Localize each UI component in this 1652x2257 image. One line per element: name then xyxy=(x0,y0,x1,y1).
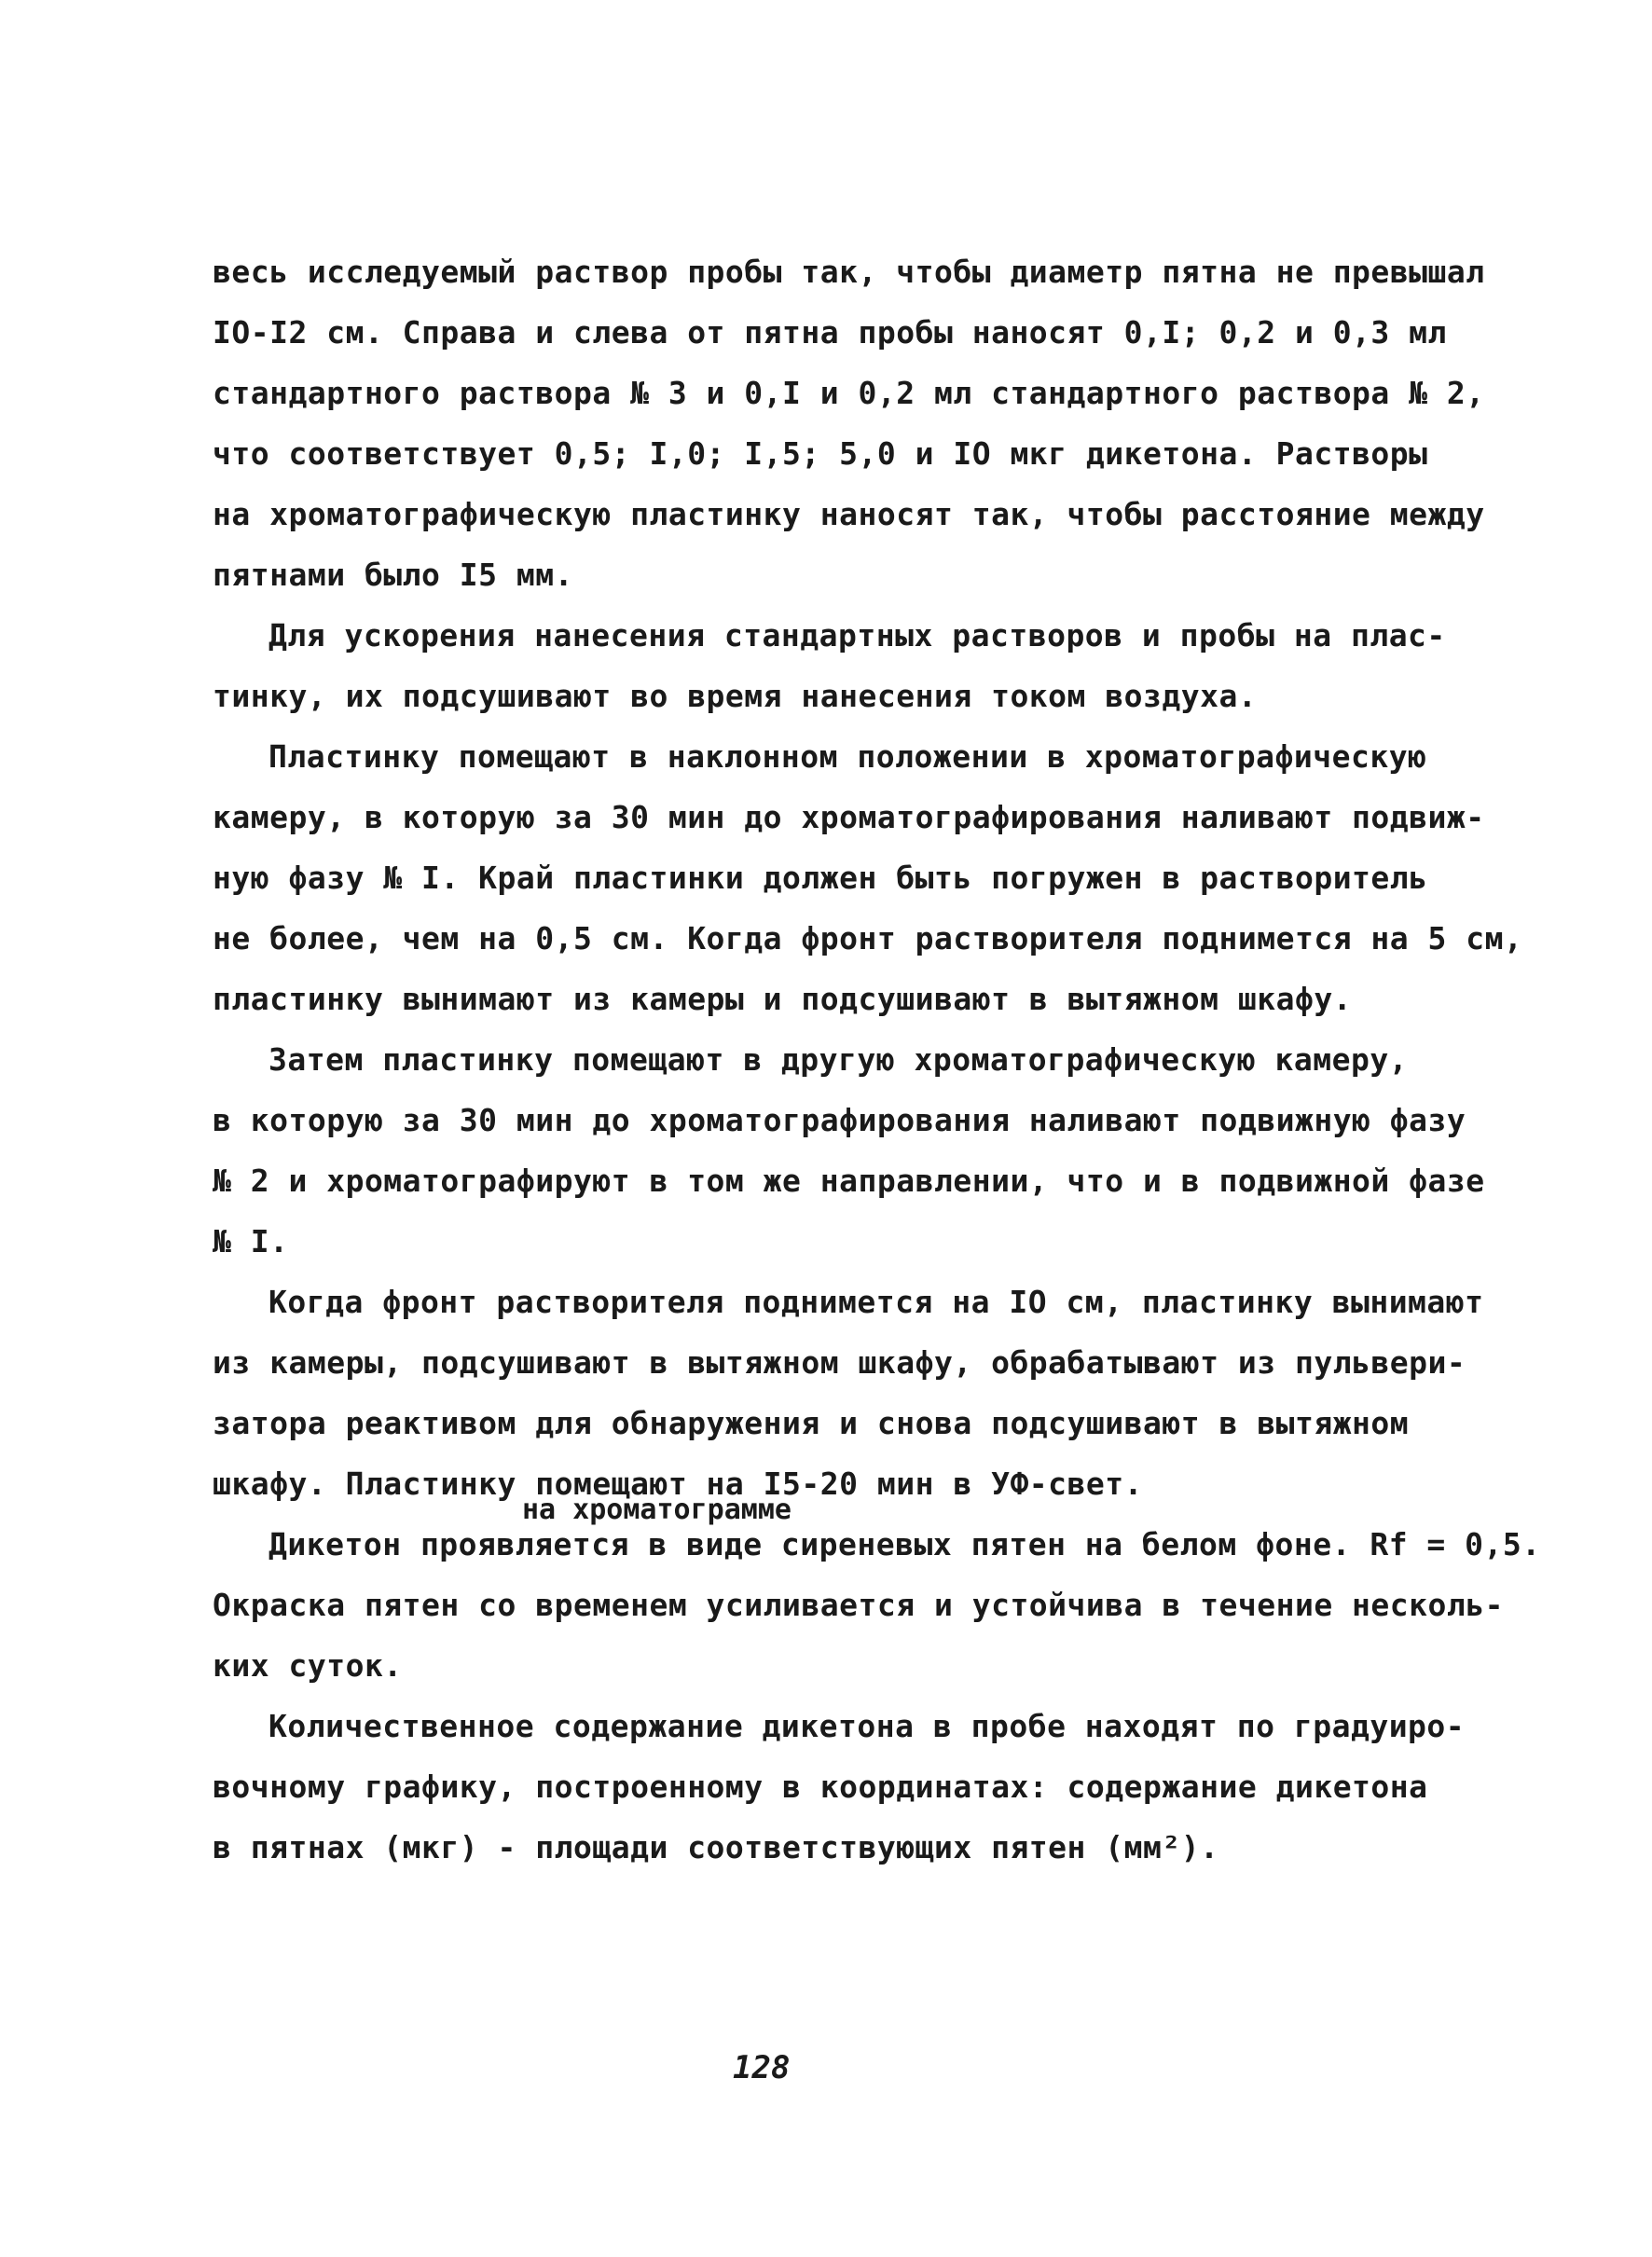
handwritten-insert: на хроматограмме xyxy=(522,1493,792,1526)
text-line: шкафу. Пластинку помещают на I5-20 мин в УФ-свет. xyxy=(213,1466,1144,1502)
text-line: стандартного раствора № 3 и 0,I и 0,2 мл стандартного раствора № 2, xyxy=(213,375,1485,411)
text-line: тинку, их подсушивают во время нанесения током воздуха. xyxy=(213,678,1258,714)
text-line: в которую за 30 мин до хроматографирования наливают подвижную фазу xyxy=(213,1102,1466,1138)
text-line: Количественное содержание дикетона в пробе находят по градуиро- xyxy=(268,1708,1466,1744)
text-line: из камеры, подсушивают в вытяжном шкафу, обрабатывают из пульвери- xyxy=(213,1344,1466,1381)
text-line: Затем пластинку помещают в другую хроматографическую камеру, xyxy=(268,1041,1409,1078)
text-line: ких суток. xyxy=(213,1647,403,1684)
text-line: камеру, в которую за 30 мин до хроматографирования наливают подвиж- xyxy=(213,799,1485,835)
page-number: 128 xyxy=(733,2049,791,2086)
text-line: вочному графику, построенному в координатах: содержание дикетона xyxy=(213,1768,1428,1805)
text-line: пятнами было I5 мм. xyxy=(213,557,573,593)
text-line: пластинку вынимают из камеры и подсушивают в вытяжном шкафу. xyxy=(213,981,1353,1017)
text-line: что соответствует 0,5; I,0; I,5; 5,0 и IO мкг дикетона. Растворы xyxy=(213,435,1428,472)
text-line: IO-I2 см. Справа и слева от пятна пробы наносят 0,I; 0,2 и 0,3 мл xyxy=(213,314,1447,351)
text-line: № 2 и хроматографируют в том же направлении, что и в подвижной фазе xyxy=(213,1163,1485,1199)
text-line: Когда фронт растворителя поднимется на IO см, пластинку вынимают xyxy=(268,1284,1484,1320)
text-line: не более, чем на 0,5 см. Когда фронт растворителя поднимется на 5 см, xyxy=(213,920,1523,956)
text-line: затора реактивом для обнаружения и снова подсушивают в вытяжном xyxy=(213,1405,1410,1441)
text-line: Для ускорения нанесения стандартных растворов и пробы на плас- xyxy=(268,617,1446,654)
text-line: ную фазу № I. Край пластинки должен быть погружен в растворитель xyxy=(213,860,1428,896)
text-line: № I. xyxy=(213,1223,289,1259)
text-line: в пятнах (мкг) - площади соответствующих пятен (мм²). xyxy=(213,1829,1219,1865)
text-line: весь исследуемый раствор пробы так, чтобы диаметр пятна не превышал xyxy=(213,254,1485,290)
text-line: Пластинку помещают в наклонном положении в хроматографическую xyxy=(268,738,1427,775)
text-line: на хроматографическую пластинку наносят так, чтобы расстояние между xyxy=(213,496,1485,532)
text-line: Окраска пятен со временем усиливается и устойчива в течение несколь- xyxy=(213,1587,1505,1623)
text-line: Дикетон проявляется в виде сиреневых пятен на белом фоне. Rf = 0,5. xyxy=(268,1526,1541,1562)
